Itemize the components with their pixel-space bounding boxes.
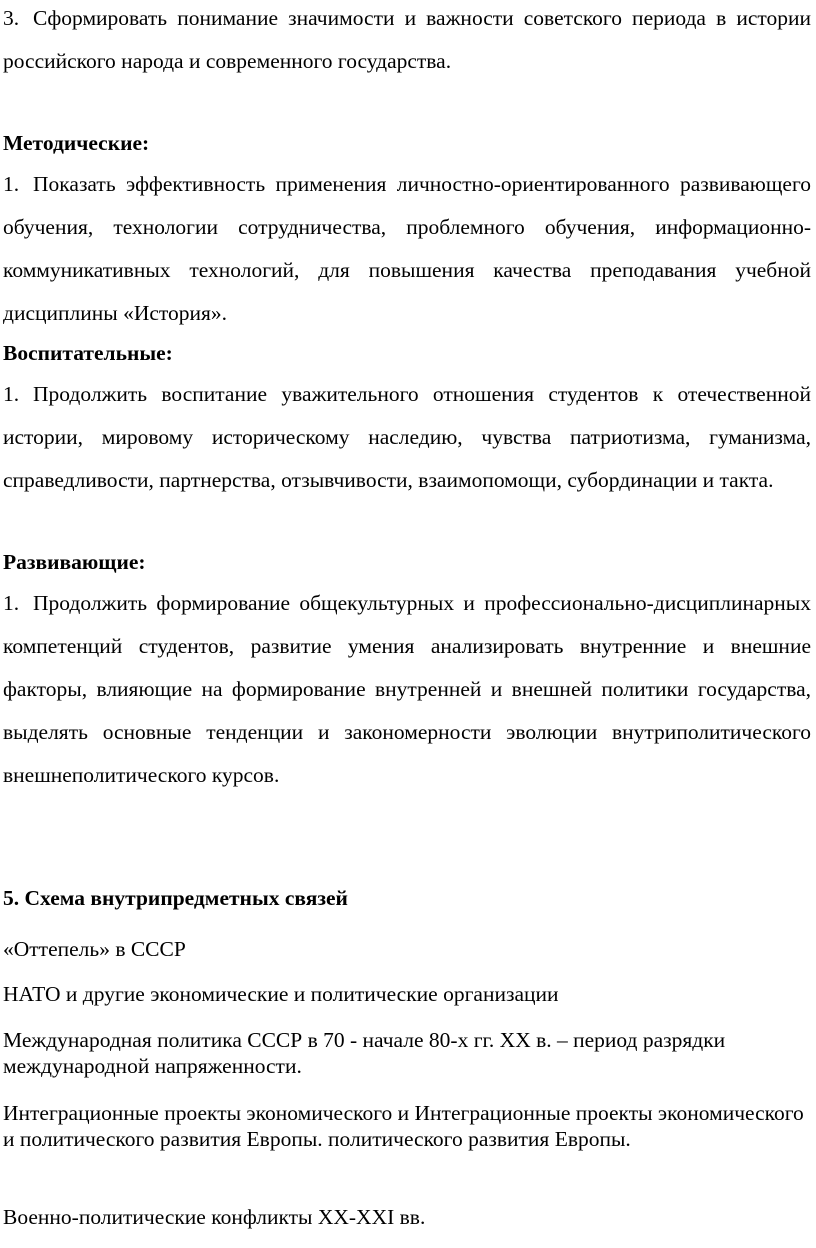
list-item-text: Показать эффективность применения личностно-ориентированного развивающего обучения, технологии сотрудничества, проблемного обучения, информационно-коммуникативных технологий, для повышения качества преподавания учебной дисциплины «История». bbox=[3, 172, 811, 325]
educational-heading: Воспитательные: bbox=[3, 341, 173, 365]
link-item: «Оттепель» в СССР bbox=[3, 937, 186, 961]
list-number: 3. bbox=[3, 6, 20, 30]
link-item: Интеграционные проекты экономического и Интеграционные проекты экономического и политического развития Европы. политического развития Европы. bbox=[3, 1101, 804, 1151]
list-item-text: Продолжить воспитание уважительного отношения студентов к отечественной истории, мировому историческому наследию, чувства патриотизма, гуманизма, справедливости, партнерства, отзывчивости, взаимопомощи, субординации и такта. bbox=[3, 382, 811, 492]
link-item: Международная политика СССР в 70 - начале 80-х гг. XX в. – период разрядки международной напряженности. bbox=[3, 1028, 726, 1078]
list-item-text: Сформировать понимание значимости и важности советского периода в истории российского народа и современного государства. bbox=[3, 6, 811, 73]
list-number: 1. bbox=[3, 172, 20, 196]
section-heading: 5. Схема внутрипредметных связей bbox=[3, 886, 348, 910]
educational-item-1 bbox=[3, 373, 811, 502]
methodical-heading: Методические: bbox=[3, 131, 150, 155]
developing-heading: Развивающие: bbox=[3, 550, 146, 574]
list-number: 1. bbox=[3, 591, 20, 615]
goal-item-3 bbox=[3, 0, 811, 83]
methodical-item-1 bbox=[3, 163, 811, 335]
developing-item-1 bbox=[3, 582, 811, 797]
link-item: НАТО и другие экономические и политические организации bbox=[3, 982, 559, 1006]
list-item-text: Продолжить формирование общекультурных и профессионально-дисциплинарных компетенций студентов, развитие умения анализировать внутренние и внешние факторы, влияющие на формирование внутренней и внешней политики государства, выделять основные тенденции и закономерности эволюции внутриполитического внешнеполитического курсов. bbox=[3, 591, 811, 787]
link-item: Военно-политические конфликты XX-XXI вв. bbox=[3, 1205, 426, 1229]
list-number: 1. bbox=[3, 382, 20, 406]
